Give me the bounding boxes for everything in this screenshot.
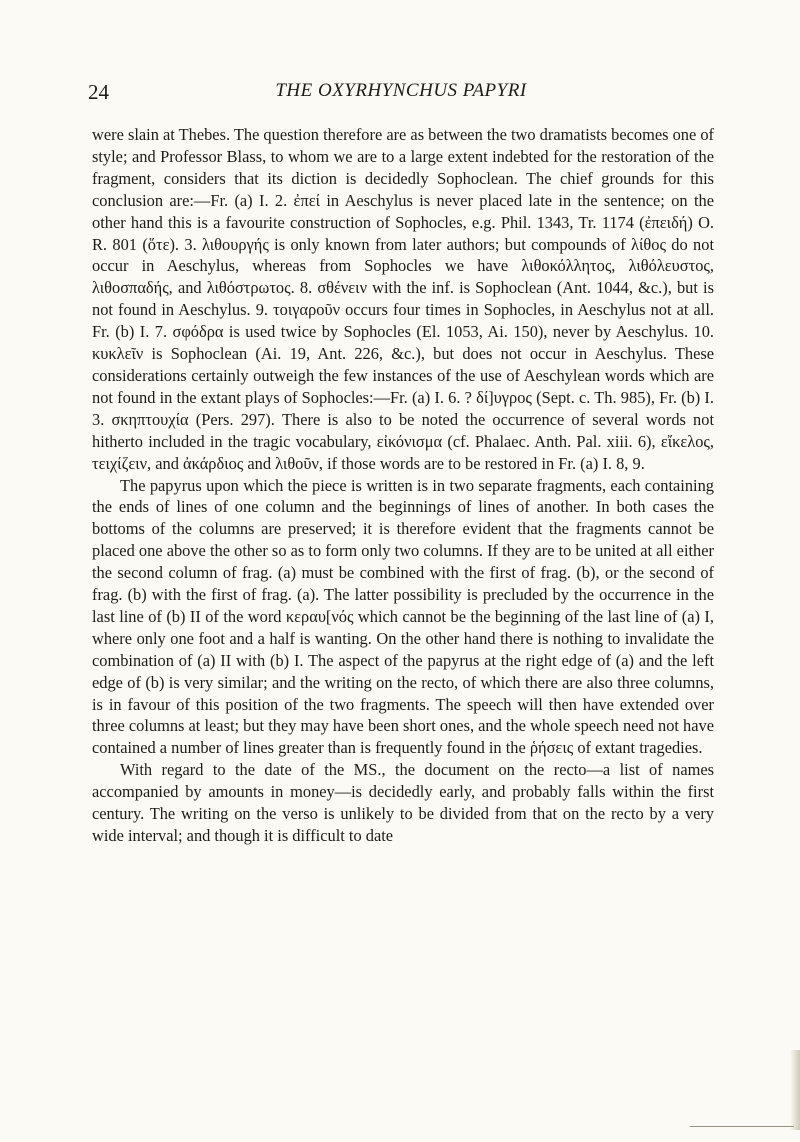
- paragraph-3: With regard to the date of the MS., the document on the recto—a list of names accompanied by amounts in money—is decidedly early, and probably falls within the first century. The writing on the verso is unlikely to be divided from that on the recto by a very wide interval; and though it is difficult to date: [92, 760, 714, 845]
- page-header: [88, 80, 714, 106]
- paragraph-2: The papyrus upon which the piece is written is in two separate fragments, each containing the ends of lines of one column and the beginnings of lines of another. In both cases the bottoms of the columns are preserved; it is therefore evident that the fragments cannot be placed one above the other so as to form only two columns. If they are to be united at all either the second column of frag. (a) must be combined with the first of frag. (b), or the second of frag. (b) with the first of frag. (a). The latter possibility is precluded by the occurrence in the last line of (b) II of the word κεραυ[νός which cannot be the beginning of the last line of (a) I, where only one foot and a half is wanting. On the other hand there is nothing to invalidate the combination of (a) II with (b) I. The aspect of the papyrus at the right edge of (a) and the left edge of (b) is very similar; and the writing on the recto, of which there are also three columns, is in favour of this position of the two fragments. The speech will then have extended over three columns at least; but they may have been short ones, and the whole speech need not have contained a number of lines greater than is frequently found in the ῥήσεις of extant tragedies.: [92, 475, 714, 758]
- paragraph-1: were slain at Thebes. The question therefore are as between the two dramatists becomes one of style; and Professor Blass, to whom we are to a large extent indebted for the restoration of the fragment, considers that its diction is decidedly Sophoclean. The chief grounds for this conclusion are:—Fr. (a) I. 2. ἐπεί in Aeschylus is never placed late in the sentence; on the other hand this is a favourite construction of Sophocles, e.g. Phil. 1343, Tr. 1174 (ἐπειδή) O. R. 801 (ὅτε). 3. λιθουργής is only known from later authors; but compounds of λίθος do not occur in Aeschylus, whereas from Sophocles we have λιθοκόλλητος, λιθόλευστος, λιθοσπαδής, and λιθόστρωτος. 8. σθένειν with the inf. is Sophoclean (Ant. 1044, &c.), but is not found in Aeschylus. 9. τοιγαροῦν occurs four times in Sophocles, in Aeschylus not at all. Fr. (b) I. 7. σφόδρα is used twice by Sophocles (El. 1053, Ai. 150), never by Aeschylus. 10. κυκλεῖν is Sophoclean (Ai. 19, Ant. 226, &c.), but does not occur in Aeschylus. These considerations certainly outweigh the few instances of the use of Aeschylean words which are not found in the extant plays of Sophocles:—Fr. (a) I. 6. ? δί]υγρος (Sept. c. Th. 985), Fr. (b) I. 3. σκηπτουχία (Pers. 297). There is also to be noted the occurrence of several words not hitherto included in the tragic vocabulary, εἰκόνισμα (cf. Phalaec. Anth. Pal. xiii. 6), εἴκελος, τειχίζειν, and ἀκάρδιος and λιθοῦν, if those words are to be restored in Fr. (a) I. 8, 9.: [92, 125, 715, 473]
- page-number: 24: [88, 80, 109, 104]
- page-edge-shadow: [790, 1050, 800, 1130]
- body-text: [92, 124, 714, 847]
- running-title: THE OXYRHYNCHUS PAPYRI: [275, 80, 527, 101]
- bottom-rule: [690, 1126, 794, 1127]
